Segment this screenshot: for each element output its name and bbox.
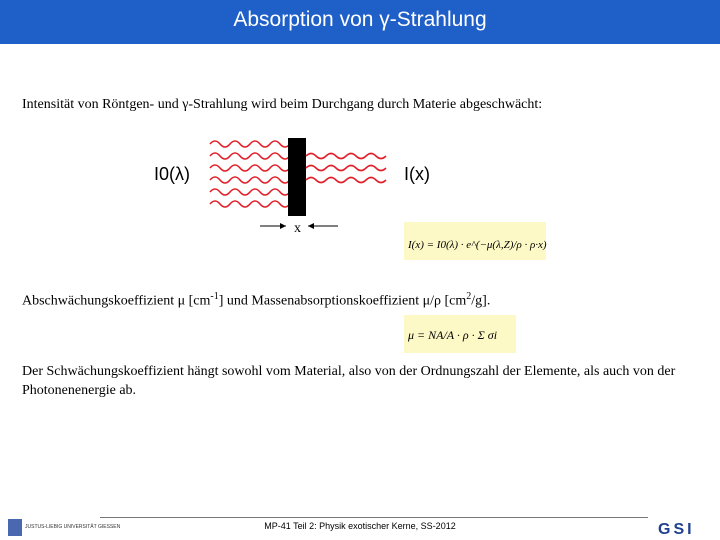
formula-text: I(x) = I0(λ) · e^(−μ(λ,Z)/ρ · ρ·x) — [408, 239, 547, 251]
logo-emblem — [8, 519, 22, 536]
incident-wave — [210, 141, 290, 147]
conclusion-text: Der Schwächungskoeffizient hängt sowohl vom Material, also von der Ordnungszahl der Elemente, als auch von der Photonenenergie ab. — [22, 364, 676, 398]
arrowhead-left — [280, 223, 286, 229]
gsi-logo-text: GSI — [658, 521, 695, 538]
absorption-figure — [148, 134, 448, 238]
mass-coefficient-formula — [404, 315, 516, 353]
transmitted-waves — [306, 154, 386, 183]
incident-wave — [210, 177, 290, 183]
incident-wave — [210, 189, 290, 195]
incident-wave — [210, 201, 290, 207]
attenuation-formula — [404, 222, 546, 260]
logo-text: JUSTUS-LIEBIG UNIVERSITÄT GIESSEN — [25, 524, 121, 530]
footer-rule — [100, 517, 648, 518]
gsi-logo — [654, 519, 718, 537]
slide-title: Absorption von γ-Strahlung — [233, 8, 487, 31]
intro-text: Intensität von Röntgen- und γ-Strahlung wird beim Durchgang durch Materie abgeschwächt: — [22, 97, 543, 112]
transmitted-label: I(x) — [404, 164, 430, 184]
transmitted-wave — [306, 166, 386, 171]
transmitted-wave — [306, 154, 386, 159]
footer-text: MP-41 Teil 2: Physik exotischer Kerne, SS-2012 — [264, 521, 456, 531]
absorber-block — [288, 138, 306, 216]
arrowhead-right — [308, 223, 314, 229]
incident-wave — [210, 153, 290, 159]
incident-wave — [210, 165, 290, 171]
transmitted-wave — [306, 178, 386, 183]
formula-text: μ = NA/A · ρ · Σ σi — [408, 328, 498, 342]
thickness-label: x — [294, 221, 301, 236]
coefficients-text: Abschwächungskoeffizient μ $[cm^{-1}]$ und Massenabsorptionskoeffizient μ/ρ $[cm^2/g]$. — [22, 291, 491, 309]
university-logo — [2, 516, 121, 538]
incident-waves — [210, 141, 290, 207]
incident-label: I0(λ) — [154, 164, 190, 184]
